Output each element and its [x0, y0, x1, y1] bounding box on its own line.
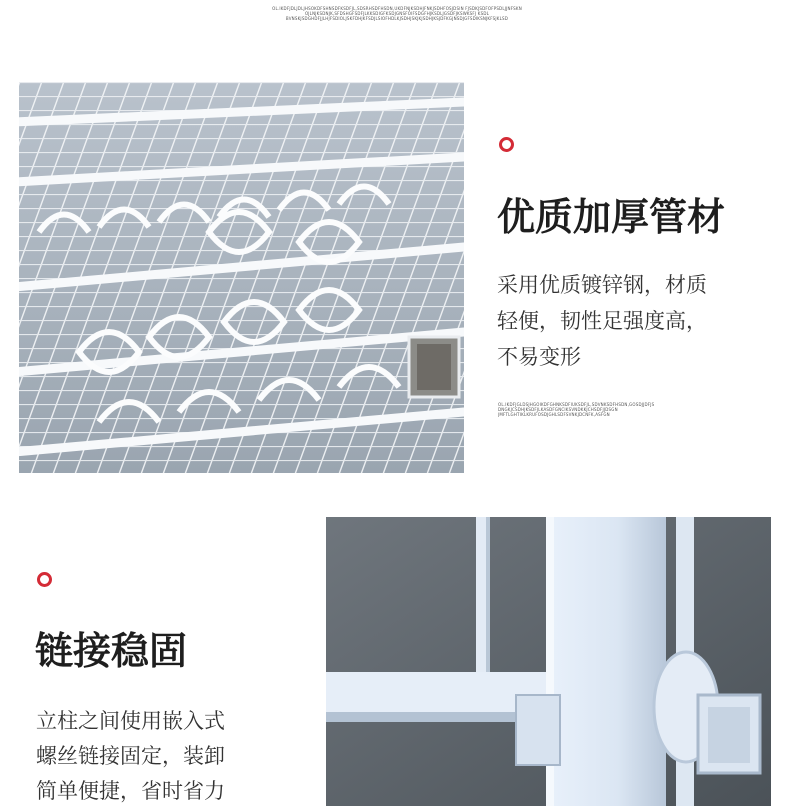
ring-bullet-icon [37, 572, 52, 587]
fine-print-line: BVNSKJSDGHDFJJLHJFSDIOLJSKFDHJKFSDJLSIOFHDLKJSDHJSKJKJSDHJKSJDFKGJNSDJGFSDIKSNJKFSJKLSD [285, 16, 509, 21]
section-fine-print [498, 402, 760, 417]
fine-print-line: OL.IKDFJDLJDLJHSOKDFSHNSDFKSDFJL,SDSRHSDFHSDN,UKDFNJKSDHJFNKJSDHFOSJDSIN FJSDKJSDFOFPSDLJJNFSKN [272, 6, 522, 11]
section-body-line: 采用优质镀锌钢，材质 [497, 273, 707, 297]
section-body-line: 螺丝链接固定，装卸 [36, 744, 225, 768]
fine-print-line: DNGKJCSDHJKSDFJLKASDFGNCIKSVNDKKJCHSDFJJDSGN [498, 407, 618, 412]
wire-mesh-illustration [19, 82, 464, 473]
pipe-joint-illustration [326, 517, 771, 806]
fine-print-line: OL.IKDFJGLDSJHGOIKDFGHNKSDFIUKSDFJL,SDVNKSDFHSDN,GOSDJJDFJS [498, 402, 655, 407]
section-body-line: 轻便，韧性足强度高， [497, 309, 707, 333]
section-title-stable-connection: 链接稳固 [35, 629, 188, 673]
fine-print-line: OJLNJKSDNJK,SFDSHGFSDFJLKKSDIGFKSDJGNSFOIFSDGFHJKSDLJGSDFJKSWKSFJ KSDL [304, 11, 490, 16]
section-title-thick-pipe: 优质加厚管材 [497, 195, 726, 239]
wire-mesh-panels-photo [19, 82, 464, 473]
fence-pipe-joint-photo [326, 517, 771, 806]
top-fine-print [262, 6, 532, 21]
ring-bullet-icon [499, 137, 514, 152]
section-body-line: 简单便捷，省时省力 [36, 779, 225, 803]
section-body-line: 立柱之间使用嵌入式 [36, 709, 225, 733]
section-body-line: 不易变形 [497, 345, 581, 369]
fine-print-line: JMFTLGHTIKLKRUFOSDJGHLSDFSVNKJDCNFK,ASFGN [498, 412, 610, 417]
